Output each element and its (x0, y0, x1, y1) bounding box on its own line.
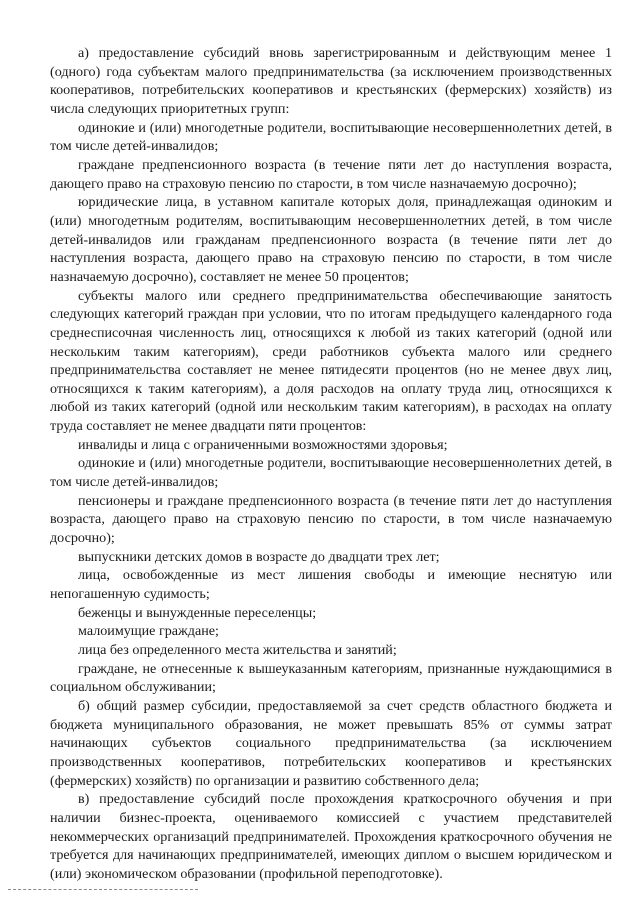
list-item-disabled-persons: инвалиды и лица с ограниченными возможностями здоровья; (78, 436, 448, 453)
paragraph-single-parents: одинокие и (или) многодетные родители, воспитывающие несовершеннолетних детей, в том числе детей-инвалидов; (50, 119, 612, 155)
list-item-social-service-needy: граждане, не отнесенные к вышеуказанным категориям, признанные нуждающимися в социальном обслуживании; (50, 660, 612, 696)
document-body (50, 44, 612, 884)
paragraph-employment-entities: субъекты малого или среднего предпринимательства обеспечивающие занятость следующих категорий граждан при условии, что по итогам предыдущего календарного года среднесписочная численность лиц, относящихся к любой из таких категорий (одной или нескольким таким категориям), среди работников субъекта малого или среднего предпринимательства составляет не менее пятидесяти процентов (но не менее двух лиц, относящихся к таким категориям), а доля расходов на оплату труда лиц, относящихся к любой из таких категорий (одной или нескольким таким категориям), в расходах на оплату труда составляет не менее двадцати пяти процентов: (50, 287, 612, 435)
paragraph-training-requirement: в) предоставление субсидий после прохождения краткосрочного обучения и при наличии бизнес-проекта, оцениваемого комиссией с участием представителей некоммерческих организаций предпринимателей. Прохождения краткосрочного обучения не требуется для начинающих предпринимателей, имеющих диплом о высшем юридическом и (или) экономическом образовании (профильной переподготовке). (50, 791, 612, 882)
paragraph-subsidy-new-entities: а) предоставление субсидий вновь зарегистрированным и действующим менее 1 (одного) года субъектам малого предпринимательства (за исключением производственных кооперативов, потребительских кооперативов и крестьянских (фермерских) хозяйств) из числа следующих приоритетных групп: (50, 45, 612, 117)
list-item-single-parents: одинокие и (или) многодетные родители, воспитывающие несовершеннолетних детей, в том числе детей-инвалидов; (50, 455, 612, 491)
list-item-refugees: беженцы и вынужденные переселенцы; (78, 604, 317, 621)
paragraph-pre-pension-citizens: граждане предпенсионного возраста (в течение пяти лет до наступления возраста, дающего право на страховую пенсию по старости, в том числе назначаемую досрочно); (50, 156, 612, 192)
paragraph-subsidy-limit: б) общий размер субсидии, предоставляемой за счет средств областного бюджета и бюджета муниципального образования, не может превышать 85% от суммы затрат начинающих субъектов социального предпринимательства (за исключением производственных кооперативов, потребительских кооперативов и крестьянских (фермерских) хозяйств) по организации и развитию собственного дела; (50, 697, 612, 789)
paragraph-legal-entities: юридические лица, в уставном капитале которых доля, принадлежащая одиноким и (или) многодетным родителям, воспитывающим несовершеннолетних детей, в том числе детей-инвалидов или гражданам предпенсионного возраста (в течение пяти лет до наступления возраста, дающего право на страховую пенсию по старости, в том числе назначаемую досрочно), составляет не менее 50 процентов; (50, 194, 612, 285)
list-item-homeless: лица без определенного места жительства и занятий; (78, 642, 397, 658)
footnote-separator (8, 889, 198, 890)
list-item-low-income: малоимущие граждане; (78, 623, 219, 640)
list-item-orphanage-graduates: выпускники детских домов в возрасте до двадцати трех лет; (78, 548, 440, 565)
list-item-released-prisoners: лица, освобожденные из мест лишения свободы и имеющие неснятую или непогашенную судимость; (50, 567, 612, 603)
list-item-pensioners: пенсионеры и граждане предпенсионного возраста (в течение пяти лет до наступления возраста, дающего право на страховую пенсию по старости, в том числе назначаемую досрочно); (50, 492, 612, 547)
